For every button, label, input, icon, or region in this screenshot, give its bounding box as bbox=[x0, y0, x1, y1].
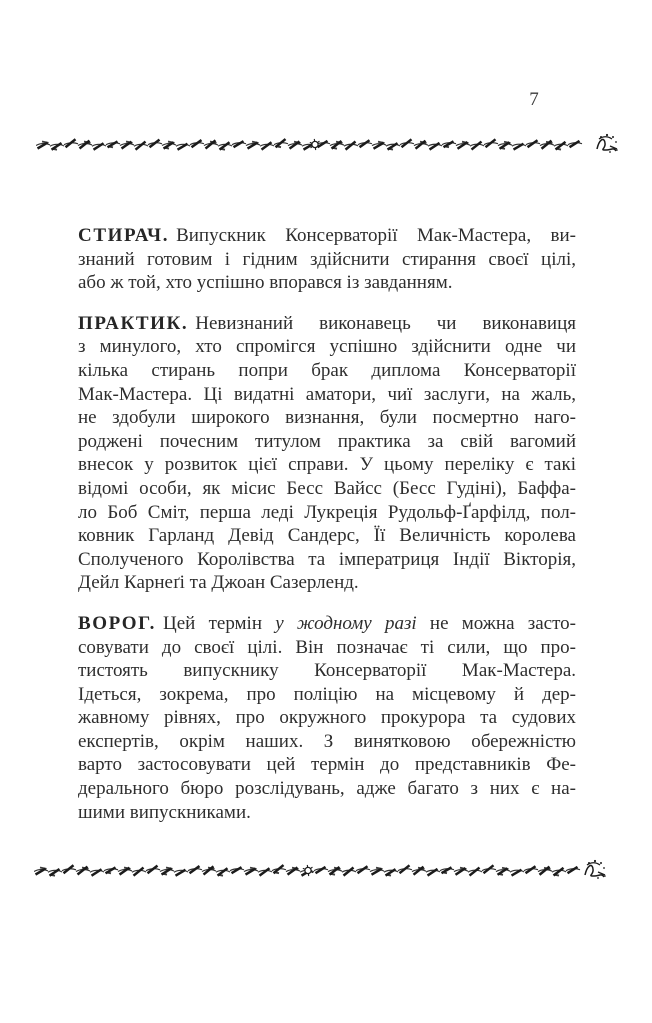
rope-divider-top-icon bbox=[36, 129, 626, 161]
text-run: Цей термін bbox=[163, 612, 276, 634]
text-line: шими випускниками. bbox=[78, 801, 251, 823]
text-line: варто застосовувати цей термін до представників Фе- bbox=[78, 754, 576, 776]
text-line: Сполученого Королівства та імператриця Індії Вікторія, bbox=[78, 548, 576, 570]
text-line: не здобули широкого визнання, були посмертно наго- bbox=[78, 407, 576, 429]
text-line: ковник Гарланд Девід Сандерс, Її Величність королева bbox=[78, 525, 576, 547]
text-line: кілька стирань попри брак диплома Консерваторії bbox=[78, 359, 576, 381]
text-run: не можна засто- bbox=[416, 612, 576, 634]
term-voroh: ВОРОГ. bbox=[78, 612, 157, 634]
text-line: роджені почесним титулом практика за свій вагомий bbox=[78, 430, 576, 452]
text-line: тистоять випускнику Консерваторії Мак-Мастера. bbox=[78, 660, 576, 682]
text-line: або ж той, хто успішно впорався із завданням. bbox=[78, 272, 453, 294]
text-line: Дейл Карнеґі та Джоан Сазерленд. bbox=[78, 572, 359, 594]
definition-praktyk bbox=[78, 312, 576, 595]
text-line: ло Боб Сміт, перша леді Лукреція Рудольф-Ґарфілд, пол- bbox=[78, 501, 576, 523]
definition-voroh bbox=[78, 612, 576, 824]
page-number: 7 bbox=[529, 89, 539, 110]
text-line: Ідеться, зокрема, про поліцію на місцевому й дер- bbox=[78, 683, 576, 705]
text-line bbox=[78, 224, 576, 248]
text-line: експертів, окрім наших. З винятковою обережністю bbox=[78, 730, 576, 752]
text-line: жавному рівнях, про окружного прокурора та судових bbox=[78, 707, 576, 729]
text-line: внесок у розвиток цієї справи. У цьому переліку є такі bbox=[78, 454, 576, 476]
text-block bbox=[78, 224, 576, 824]
text-line bbox=[78, 312, 576, 336]
term-stirach: СТИРАЧ. bbox=[78, 225, 170, 246]
text-line: відомі особи, як місис Бесс Вайсс (Бесс Гудіні), Баффа- bbox=[78, 477, 576, 499]
italic-phrase: у жодному разі bbox=[275, 612, 417, 634]
text-line: совувати до своєї цілі. Він позначає ті сили, що про- bbox=[78, 636, 576, 658]
definition-stirach bbox=[78, 224, 576, 295]
text-run: Невизнаний виконавець чи виконавиця bbox=[195, 312, 576, 334]
rope-divider-bottom-icon bbox=[34, 855, 614, 887]
text-line: Мак-Мастера. Ці видатні аматори, чиї заслуги, на жаль, bbox=[78, 383, 576, 405]
text-line: дерального бюро розслідувань, адже багато з них є на- bbox=[78, 778, 576, 800]
text-line: знаний готовим і гідним здійснити стирання своєї цілі, bbox=[78, 248, 576, 270]
text-line: з минулого, хто спромігся успішно здійснити одне чи bbox=[78, 336, 576, 358]
term-praktyk: ПРАКТИК. bbox=[78, 312, 189, 334]
text-run: Випускник Консерваторії Мак-Мастера, ви- bbox=[176, 225, 576, 246]
text-line bbox=[78, 612, 576, 636]
